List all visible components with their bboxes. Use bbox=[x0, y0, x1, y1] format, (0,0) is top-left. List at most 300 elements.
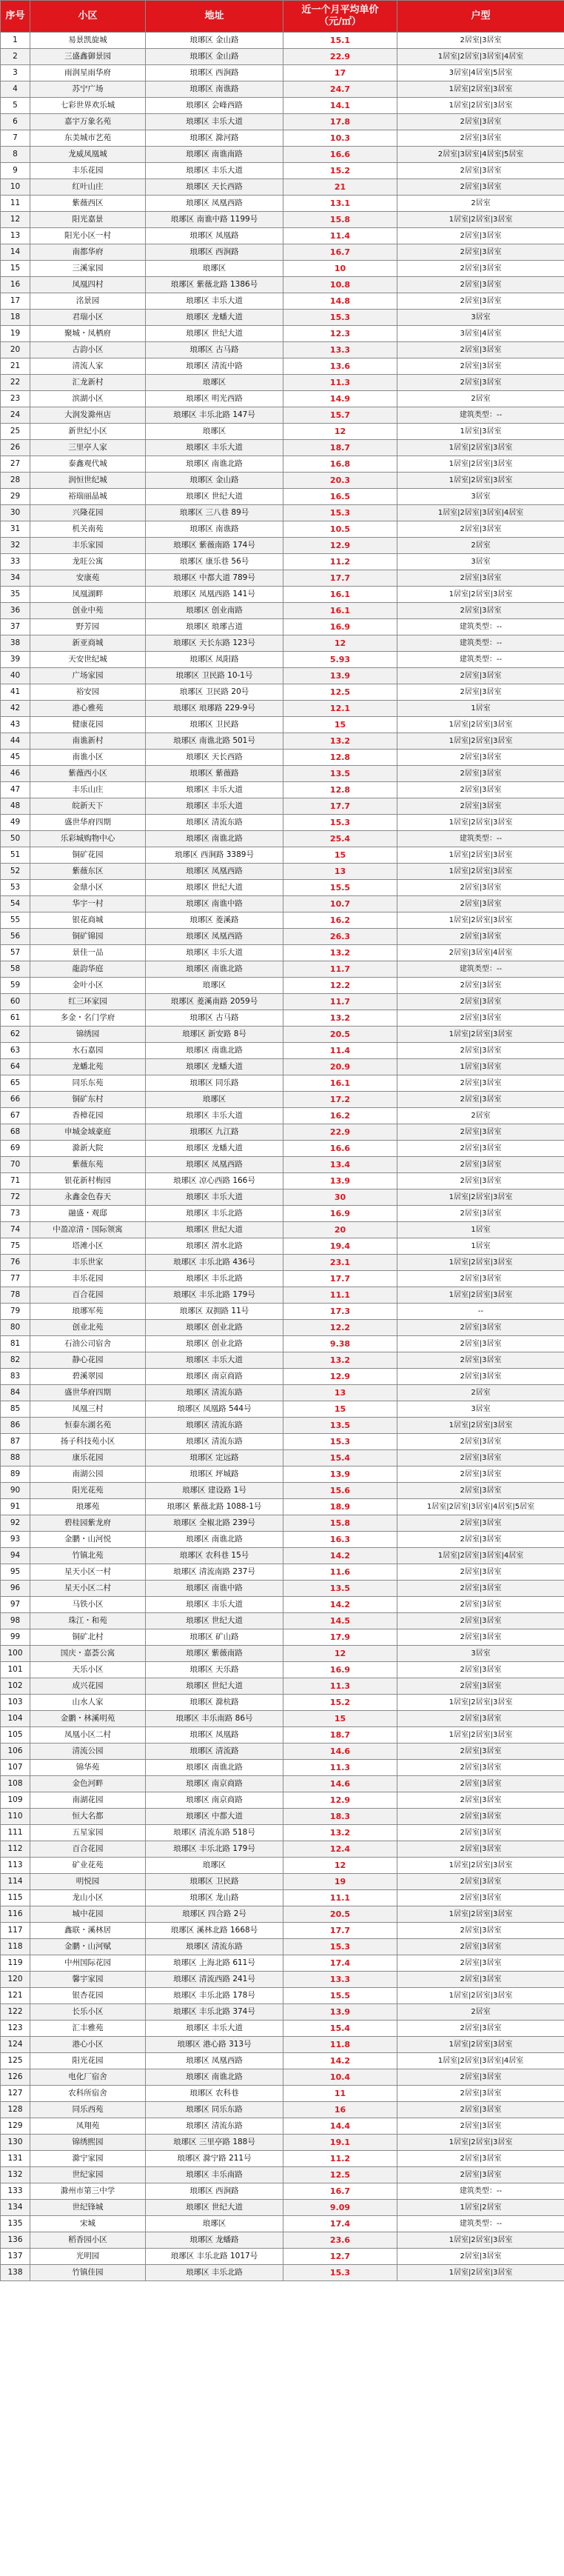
address: 琅琊区 矿山路 bbox=[146, 1629, 283, 1646]
row-number: 88 bbox=[1, 1450, 30, 1466]
table-row bbox=[1, 1776, 564, 1792]
address: 琅琊区 创业北路 bbox=[146, 1336, 283, 1352]
unit-types: 1居室|3居室 bbox=[397, 1059, 564, 1075]
unit-types: 2居室|3居室 bbox=[397, 1581, 564, 1597]
table-row bbox=[1, 1255, 564, 1271]
table-row bbox=[1, 391, 564, 407]
avg-price: 11.3 bbox=[283, 1760, 397, 1776]
community-name: 金鼎小区 bbox=[30, 880, 146, 896]
address: 琅琊区 康乐巷 56号 bbox=[146, 554, 283, 570]
avg-price: 18.9 bbox=[283, 1499, 397, 1515]
address: 琅琊区 南谯北路 bbox=[146, 1043, 283, 1059]
avg-price: 11.1 bbox=[283, 1890, 397, 1906]
avg-price: 30 bbox=[283, 1189, 397, 1206]
community-name: 百合花园 bbox=[30, 1287, 146, 1304]
community-name: 塔滩小区 bbox=[30, 1238, 146, 1255]
row-number: 47 bbox=[1, 782, 30, 798]
avg-price: 12.9 bbox=[283, 538, 397, 554]
address: 琅琊区 西涧路 3389号 bbox=[146, 847, 283, 864]
avg-price: 20.9 bbox=[283, 1059, 397, 1075]
address: 琅琊区 bbox=[146, 375, 283, 391]
row-number: 15 bbox=[1, 261, 30, 277]
unit-types: 2居室 bbox=[397, 391, 564, 407]
address: 琅琊区 南谯南路 bbox=[146, 147, 283, 163]
table-row bbox=[1, 994, 564, 1010]
header-community: 小区 bbox=[30, 1, 146, 33]
address: 琅琊区 明光西路 bbox=[146, 391, 283, 407]
table-row bbox=[1, 1955, 564, 1972]
row-number: 137 bbox=[1, 2249, 30, 2265]
unit-types: 1居室|2居室|3居室 bbox=[397, 1255, 564, 1271]
unit-types: 2居室|3居室 bbox=[397, 1173, 564, 1189]
address: 琅琊区 卫民路 bbox=[146, 1874, 283, 1890]
table-row bbox=[1, 1711, 564, 1727]
unit-types: 2居室|3居室 bbox=[397, 603, 564, 619]
address: 琅琊区 天长西路 bbox=[146, 179, 283, 196]
address: 琅琊区 清流路 bbox=[146, 1744, 283, 1760]
address: 琅琊区 清流中路 bbox=[146, 358, 283, 375]
community-name: 大润发滁州店 bbox=[30, 407, 146, 424]
avg-price: 12.2 bbox=[283, 1320, 397, 1336]
community-name: 南湖公园 bbox=[30, 1466, 146, 1483]
avg-price: 15.4 bbox=[283, 2021, 397, 2037]
row-number: 25 bbox=[1, 424, 30, 440]
community-name: 三里亭人家 bbox=[30, 440, 146, 456]
avg-price: 19 bbox=[283, 1874, 397, 1890]
community-name: 紫薇西区 bbox=[30, 196, 146, 212]
avg-price: 13.6 bbox=[283, 358, 397, 375]
avg-price: 16.9 bbox=[283, 1206, 397, 1222]
row-number: 56 bbox=[1, 929, 30, 945]
unit-types: 2居室|3居室 bbox=[397, 33, 564, 49]
unit-types: 1居室|3居室 bbox=[397, 424, 564, 440]
unit-types: 2居室|3居室 bbox=[397, 766, 564, 782]
row-number: 68 bbox=[1, 1124, 30, 1141]
table-row bbox=[1, 1646, 564, 1662]
row-number: 77 bbox=[1, 1271, 30, 1287]
address: 琅琊区 丰乐北路 179号 bbox=[146, 1287, 283, 1304]
unit-types: 1居室|2居室|3居室 bbox=[397, 1287, 564, 1304]
row-number: 42 bbox=[1, 701, 30, 717]
row-number: 52 bbox=[1, 864, 30, 880]
unit-types: 2居室|3居室 bbox=[397, 1923, 564, 1939]
table-row bbox=[1, 407, 564, 424]
table-row bbox=[1, 1157, 564, 1173]
address: 琅琊区 古马路 bbox=[146, 1010, 283, 1027]
row-number: 118 bbox=[1, 1939, 30, 1955]
avg-price: 11.7 bbox=[283, 994, 397, 1010]
community-name: 恒泰东湖名苑 bbox=[30, 1418, 146, 1434]
avg-price: 13 bbox=[283, 1385, 397, 1401]
table-row bbox=[1, 2265, 564, 2281]
table-row bbox=[1, 1222, 564, 1238]
address: 琅琊区 南谯路 bbox=[146, 81, 283, 98]
row-number: 130 bbox=[1, 2135, 30, 2151]
table-row bbox=[1, 1092, 564, 1108]
table-row bbox=[1, 1727, 564, 1744]
unit-types: 2居室|3居室 bbox=[397, 1972, 564, 1988]
community-name: 汇丰雅苑 bbox=[30, 2021, 146, 2037]
row-number: 71 bbox=[1, 1173, 30, 1189]
avg-price: 15.5 bbox=[283, 880, 397, 896]
avg-price: 15.6 bbox=[283, 1483, 397, 1499]
table-row bbox=[1, 1939, 564, 1955]
unit-types: 2居室|3居室 bbox=[397, 375, 564, 391]
address: 琅琊区 bbox=[146, 978, 283, 994]
table-row bbox=[1, 1369, 564, 1385]
unit-types: 2居室|3居室 bbox=[397, 179, 564, 196]
table-row bbox=[1, 1108, 564, 1124]
avg-price: 11.6 bbox=[283, 1564, 397, 1581]
community-name: 星天小区一村 bbox=[30, 1564, 146, 1581]
address: 琅琊区 菱溪路 bbox=[146, 912, 283, 929]
unit-types: 2居室|3居室 bbox=[397, 1141, 564, 1157]
address: 琅琊区 凉心西路 166号 bbox=[146, 1173, 283, 1189]
avg-price: 17.3 bbox=[283, 1304, 397, 1320]
avg-price: 13.2 bbox=[283, 1352, 397, 1369]
row-number: 59 bbox=[1, 978, 30, 994]
community-name: 兴隆花园 bbox=[30, 505, 146, 521]
community-name: 宋城 bbox=[30, 2216, 146, 2232]
avg-price: 14.9 bbox=[283, 391, 397, 407]
table-row bbox=[1, 701, 564, 717]
address: 琅琊区 渭水北路 bbox=[146, 1238, 283, 1255]
table-row bbox=[1, 847, 564, 864]
table-row bbox=[1, 1564, 564, 1581]
row-number: 98 bbox=[1, 1613, 30, 1629]
community-name: 金叶小区 bbox=[30, 978, 146, 994]
table-row bbox=[1, 1206, 564, 1222]
community-name: 野芳园 bbox=[30, 619, 146, 635]
address: 琅琊区 金山路 bbox=[146, 49, 283, 65]
table-row bbox=[1, 1858, 564, 1874]
address: 琅琊区 丰乐大道 bbox=[146, 2021, 283, 2037]
row-number: 27 bbox=[1, 456, 30, 473]
table-row bbox=[1, 2200, 564, 2216]
table-row bbox=[1, 2232, 564, 2249]
address: 琅琊区 bbox=[146, 2216, 283, 2232]
address: 琅琊区 凤凰路 544号 bbox=[146, 1401, 283, 1418]
avg-price: 15.8 bbox=[283, 212, 397, 228]
avg-price: 15.3 bbox=[283, 1939, 397, 1955]
avg-price: 15 bbox=[283, 1401, 397, 1418]
avg-price: 11.4 bbox=[283, 1043, 397, 1059]
address: 琅琊区 南谯北路 501号 bbox=[146, 733, 283, 750]
avg-price: 13.9 bbox=[283, 668, 397, 684]
avg-price: 14.2 bbox=[283, 1548, 397, 1564]
community-name: 健康花园 bbox=[30, 717, 146, 733]
unit-types: 1居室|2居室|3居室|4居室 bbox=[397, 2053, 564, 2069]
row-number: 22 bbox=[1, 375, 30, 391]
community-name: 凤凰四村 bbox=[30, 277, 146, 293]
community-name: 景佳一品 bbox=[30, 945, 146, 961]
unit-types: 2居室|3居室 bbox=[397, 228, 564, 244]
community-name: 红叶山庄 bbox=[30, 179, 146, 196]
row-number: 91 bbox=[1, 1499, 30, 1515]
avg-price: 17 bbox=[283, 65, 397, 81]
address: 琅琊区 丰乐大道 bbox=[146, 782, 283, 798]
unit-types: 1居室|2居室|3居室 bbox=[397, 2135, 564, 2151]
unit-types: 2居室|3居室 bbox=[397, 1776, 564, 1792]
table-row bbox=[1, 2249, 564, 2265]
community-name: 汇龙新村 bbox=[30, 375, 146, 391]
row-number: 84 bbox=[1, 1385, 30, 1401]
unit-types: 1居室|2居室|3居室 bbox=[397, 1858, 564, 1874]
unit-types: 2居室|3居室 bbox=[397, 1890, 564, 1906]
row-number: 35 bbox=[1, 587, 30, 603]
row-number: 8 bbox=[1, 147, 30, 163]
row-number: 41 bbox=[1, 684, 30, 701]
community-name: 同乐西苑 bbox=[30, 2102, 146, 2118]
address: 琅琊区 丰乐大道 bbox=[146, 1108, 283, 1124]
address: 琅琊区 丰乐北路 147号 bbox=[146, 407, 283, 424]
address: 琅琊区 龙蟠大道 bbox=[146, 310, 283, 326]
community-name: 滁新大院 bbox=[30, 1141, 146, 1157]
unit-types: 建筑类型：-- bbox=[397, 407, 564, 424]
address: 琅琊区 世纪大道 bbox=[146, 489, 283, 505]
table-row bbox=[1, 668, 564, 684]
unit-types: 1居室|2居室|3居室 bbox=[397, 1906, 564, 1923]
address: 琅琊区 全椒北路 239号 bbox=[146, 1515, 283, 1532]
unit-types: 2居室|3居室 bbox=[397, 1825, 564, 1841]
address: 琅琊区 丰乐大道 bbox=[146, 293, 283, 310]
row-number: 97 bbox=[1, 1597, 30, 1613]
table-row bbox=[1, 684, 564, 701]
address: 琅琊区 凤凰西路 bbox=[146, 1157, 283, 1173]
row-number: 85 bbox=[1, 1401, 30, 1418]
unit-types: 2居室|3居室 bbox=[397, 1532, 564, 1548]
table-row bbox=[1, 489, 564, 505]
community-name: 凤凰小区二村 bbox=[30, 1727, 146, 1744]
unit-types: 2居室|3居室 bbox=[397, 1809, 564, 1825]
avg-price: 18.7 bbox=[283, 1727, 397, 1744]
table-row bbox=[1, 912, 564, 929]
unit-types: 3居室 bbox=[397, 489, 564, 505]
table-row bbox=[1, 2183, 564, 2200]
row-number: 39 bbox=[1, 652, 30, 668]
row-number: 96 bbox=[1, 1581, 30, 1597]
row-number: 10 bbox=[1, 179, 30, 196]
unit-types: 2居室|3居室 bbox=[397, 929, 564, 945]
table-row bbox=[1, 1450, 564, 1466]
row-number: 50 bbox=[1, 831, 30, 847]
unit-types: 3居室 bbox=[397, 1646, 564, 1662]
avg-price: 16.1 bbox=[283, 1075, 397, 1092]
table-row bbox=[1, 782, 564, 798]
avg-price: 12 bbox=[283, 635, 397, 652]
community-name: 申城金域豪庭 bbox=[30, 1124, 146, 1141]
table-row bbox=[1, 1418, 564, 1434]
row-number: 32 bbox=[1, 538, 30, 554]
table-row bbox=[1, 1075, 564, 1092]
community-name: 南湖花园 bbox=[30, 1792, 146, 1809]
unit-types: 1居室|2居室|3居室 bbox=[397, 1189, 564, 1206]
table-row bbox=[1, 1320, 564, 1336]
community-name: 南都华府 bbox=[30, 244, 146, 261]
row-number: 58 bbox=[1, 961, 30, 978]
row-number: 116 bbox=[1, 1906, 30, 1923]
unit-types: 2居室|3居室 bbox=[397, 244, 564, 261]
unit-types: 3居室|4居室|5居室 bbox=[397, 65, 564, 81]
address: 琅琊区 世纪大道 bbox=[146, 1613, 283, 1629]
row-number: 2 bbox=[1, 49, 30, 65]
community-name: 马铁小区 bbox=[30, 1597, 146, 1613]
unit-types: 2居室|3居室 bbox=[397, 1271, 564, 1287]
avg-price: 15.3 bbox=[283, 310, 397, 326]
avg-price: 23.6 bbox=[283, 2232, 397, 2249]
community-name: 永鑫金色春天 bbox=[30, 1189, 146, 1206]
community-name: 泰鑫观代城 bbox=[30, 456, 146, 473]
avg-price: 12.8 bbox=[283, 782, 397, 798]
row-number: 6 bbox=[1, 114, 30, 130]
avg-price: 25.4 bbox=[283, 831, 397, 847]
avg-price: 16.2 bbox=[283, 1108, 397, 1124]
table-row bbox=[1, 1825, 564, 1841]
unit-types: 2居室|3居室 bbox=[397, 1939, 564, 1955]
address: 琅琊区 世纪大道 bbox=[146, 1678, 283, 1695]
community-name: 石油公司宿舍 bbox=[30, 1336, 146, 1352]
row-number: 54 bbox=[1, 896, 30, 912]
avg-price: 15.4 bbox=[283, 1450, 397, 1466]
community-name: 华宇一村 bbox=[30, 896, 146, 912]
unit-types: 2居室|3居室 bbox=[397, 1124, 564, 1141]
table-row bbox=[1, 1678, 564, 1695]
row-number: 53 bbox=[1, 880, 30, 896]
row-number: 129 bbox=[1, 2118, 30, 2135]
table-row bbox=[1, 98, 564, 114]
table-row bbox=[1, 277, 564, 293]
community-name: 丰乐花园 bbox=[30, 1271, 146, 1287]
table-row bbox=[1, 147, 564, 163]
row-number: 19 bbox=[1, 326, 30, 342]
row-number: 82 bbox=[1, 1352, 30, 1369]
address: 琅琊区 凤凰路 bbox=[146, 228, 283, 244]
table-row bbox=[1, 978, 564, 994]
community-name: 苏宁广场 bbox=[30, 81, 146, 98]
avg-price: 12.3 bbox=[283, 326, 397, 342]
table-row bbox=[1, 456, 564, 473]
community-name: 百合花园 bbox=[30, 1841, 146, 1858]
table-row bbox=[1, 1271, 564, 1287]
avg-price: 13.2 bbox=[283, 1825, 397, 1841]
address: 琅琊区 上海北路 611号 bbox=[146, 1955, 283, 1972]
community-name: 红三环家园 bbox=[30, 994, 146, 1010]
table-row bbox=[1, 1792, 564, 1809]
row-number: 74 bbox=[1, 1222, 30, 1238]
avg-price: 15.3 bbox=[283, 2265, 397, 2281]
row-number: 95 bbox=[1, 1564, 30, 1581]
unit-types: 2居室|3居室 bbox=[397, 1760, 564, 1776]
community-name: 康乐花园 bbox=[30, 1450, 146, 1466]
row-number: 49 bbox=[1, 815, 30, 831]
table-row bbox=[1, 1499, 564, 1515]
address: 琅琊区 卫民路 10-1号 bbox=[146, 668, 283, 684]
unit-types: 2居室|3居室 bbox=[397, 1841, 564, 1858]
address: 琅琊区 天长西路 bbox=[146, 750, 283, 766]
row-number: 110 bbox=[1, 1809, 30, 1825]
address: 琅琊区 丰乐大道 bbox=[146, 798, 283, 815]
address: 琅琊区 丰乐大道 bbox=[146, 1189, 283, 1206]
avg-price: 15.2 bbox=[283, 1695, 397, 1711]
community-name: 锦绣园 bbox=[30, 1027, 146, 1043]
row-number: 44 bbox=[1, 733, 30, 750]
community-name: 港心小区 bbox=[30, 2037, 146, 2053]
avg-price: 21 bbox=[283, 179, 397, 196]
address: 琅琊区 金山路 bbox=[146, 33, 283, 49]
table-row bbox=[1, 424, 564, 440]
unit-types: 1居室|2居室|3居室 bbox=[397, 98, 564, 114]
community-name: 锦华苑 bbox=[30, 1760, 146, 1776]
avg-price: 11.3 bbox=[283, 1678, 397, 1695]
avg-price: 13.4 bbox=[283, 1157, 397, 1173]
row-number: 87 bbox=[1, 1434, 30, 1450]
address: 琅琊区 丰乐北路 179号 bbox=[146, 1841, 283, 1858]
community-name: 竹镇佳园 bbox=[30, 2265, 146, 2281]
unit-types: 2居室|3居室 bbox=[397, 2021, 564, 2037]
table-row bbox=[1, 961, 564, 978]
avg-price: 12.2 bbox=[283, 978, 397, 994]
avg-price: 16.2 bbox=[283, 912, 397, 929]
community-name: 新亚商城 bbox=[30, 635, 146, 652]
avg-price: 16.6 bbox=[283, 1141, 397, 1157]
address: 琅琊区 丰乐大道 bbox=[146, 114, 283, 130]
address: 琅琊区 天乐路 bbox=[146, 1662, 283, 1678]
unit-types: 2居室|3居室 bbox=[397, 130, 564, 147]
table-row bbox=[1, 505, 564, 521]
avg-price: 17.4 bbox=[283, 2216, 397, 2232]
address: 琅琊区 bbox=[146, 1858, 283, 1874]
row-number: 100 bbox=[1, 1646, 30, 1662]
community-name: 七彩世界欢乐城 bbox=[30, 98, 146, 114]
address: 琅琊区 南谯北路 bbox=[146, 1760, 283, 1776]
avg-price: 15.5 bbox=[283, 1988, 397, 2004]
avg-price: 18.3 bbox=[283, 1809, 397, 1825]
row-number: 105 bbox=[1, 1727, 30, 1744]
unit-types: 2居室|3居室 bbox=[397, 782, 564, 798]
unit-types: 1居室 bbox=[397, 701, 564, 717]
address: 琅琊区 世纪大道 bbox=[146, 2200, 283, 2216]
community-name: 龙旺公寓 bbox=[30, 554, 146, 570]
address: 琅琊区 创业南路 bbox=[146, 603, 283, 619]
avg-price: 17.8 bbox=[283, 114, 397, 130]
avg-price: 17.7 bbox=[283, 1923, 397, 1939]
row-number: 93 bbox=[1, 1532, 30, 1548]
table-row bbox=[1, 244, 564, 261]
avg-price: 17.7 bbox=[283, 1271, 397, 1287]
address: 琅琊区 丰乐北路 178号 bbox=[146, 1988, 283, 2004]
unit-types: 2居室|3居室 bbox=[397, 1466, 564, 1483]
address: 琅琊区 龙山路 bbox=[146, 1890, 283, 1906]
community-name: 滁宁家园 bbox=[30, 2151, 146, 2167]
community-name: 成兴花园 bbox=[30, 1678, 146, 1695]
unit-types: 2居室|3居室 bbox=[397, 293, 564, 310]
address: 琅琊区 天长东路 123号 bbox=[146, 635, 283, 652]
table-row bbox=[1, 473, 564, 489]
unit-types: 2居室|3居室 bbox=[397, 1075, 564, 1092]
avg-price: 24.7 bbox=[283, 81, 397, 98]
avg-price: 15.8 bbox=[283, 1515, 397, 1532]
avg-price: 22.9 bbox=[283, 1124, 397, 1141]
avg-price: 14.5 bbox=[283, 1613, 397, 1629]
row-number: 75 bbox=[1, 1238, 30, 1255]
address: 琅琊区 溪林北路 1668号 bbox=[146, 1923, 283, 1939]
address: 琅琊区 滁河路 bbox=[146, 130, 283, 147]
address: 琅琊区 丰乐大道 bbox=[146, 440, 283, 456]
avg-price: 20.3 bbox=[283, 473, 397, 489]
address: 琅琊区 紫薇北路 1386号 bbox=[146, 277, 283, 293]
row-number: 136 bbox=[1, 2232, 30, 2249]
unit-types: 2居室|3居室 bbox=[397, 1629, 564, 1646]
